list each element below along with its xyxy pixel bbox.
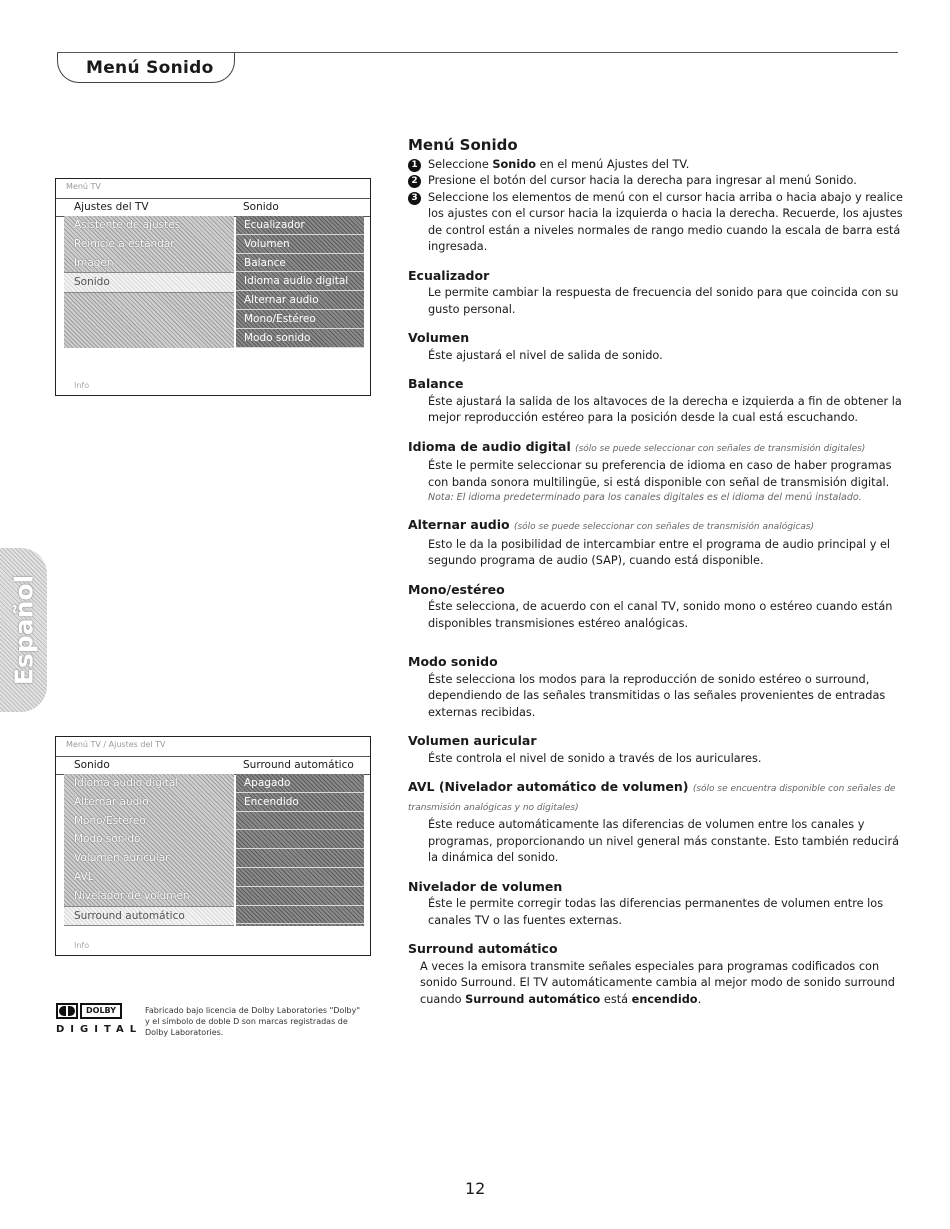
section-volumen-auricular [408,733,903,767]
step-text: Presione el botón del cursor hacia la derecha para ingresar al menú Sonido. [428,174,857,187]
page-title: Menú Sonido [86,58,214,78]
tv-menu-left-item: Asistente de ajustes [74,219,181,231]
section-text: Éste le permite seleccionar su preferencia de idioma en caso de haber programas con banda sonora multilingüe, si está disponible con señal de transmisión digital. [428,459,892,489]
section-title: Ecualizador [408,267,490,283]
surround-bold-1: Surround automático [465,992,601,1006]
section-surround-automatico [408,941,903,1008]
dolby-logo-word: DOLBY [80,1003,122,1019]
surround-bold-2: encendido [631,992,698,1006]
page-number: 12 [465,1179,486,1198]
section-modo-sonido [408,654,903,721]
section-text: Esto le da la posibilidad de intercambiar entre el programa de audio principal y el segundo programa de audio (SAP), cuando está disponible. [428,537,891,567]
section-title-text: Idioma de audio digital [408,438,571,454]
tv-menu-right-list [236,774,364,926]
tv-menu-right-item: Apagado [236,774,364,793]
section-text: Éste selecciona, de acuerdo con el canal TV, sonido mono o estéreo cuando están disponibles transmisiones estéreo analógicas. [428,600,893,630]
dolby-digital-logo [56,1003,143,1035]
tv-menu-right-item: Balance [236,254,364,273]
section-text: Éste reduce automáticamente las diferencias de volumen entre los canales y programas, proporcionando un nivel general más constante. Esto también reducirá la dinámica del sonido. [428,818,900,864]
tv-menu-header-right: Surround automático [243,759,354,771]
tv-menu-left-item: AVL [74,870,94,883]
step-text-post: en el menú Ajustes del TV. [536,157,690,171]
section-ecualizador [408,268,903,319]
tv-menu-right-item: Volumen [236,235,364,254]
tv-menu-right-item [236,887,364,906]
step-2 [408,173,903,190]
surround-text-mid: está [600,992,632,1006]
section-nivelador-volumen [408,879,903,930]
tv-menu-right-item: Alternar audio [236,291,364,310]
section-alternar-audio [408,517,903,570]
tv-menu-header-left: Sonido [74,759,110,771]
double-d-icon [56,1003,78,1019]
tv-menu-left-item: Mono/Estéreo [74,814,146,827]
tv-menu-left-item: Imagen [74,256,114,269]
tv-menu-left-item: Reinicie a estándar [74,237,175,250]
tv-menu-header-right: Sonido [243,201,279,213]
section-title: Surround automático [408,941,558,956]
section-title: Modo sonido [408,654,498,669]
tv-menu-right-item: Modo sonido [236,329,364,348]
tv-menu-right-item [236,830,364,849]
section-text: Éste ajustará la salida de los altavoces de la derecha e izquierda a fin de obtener la mejor reproducción estéreo para la posición desde la cual está escuchando. [428,394,902,424]
tv-menu-info: Info [74,941,90,950]
step-number-badge: 2 [408,175,421,188]
dolby-logo-digital: DIGITAL [56,1024,143,1035]
tv-menu-breadcrumb: Menú TV [66,182,101,191]
tv-menu-left-item-selected: Surround automático [64,906,234,927]
tv-menu-right-item: Mono/Estéreo [236,310,364,329]
section-text: Éste le permite corregir todas las diferencias permanentes de volumen entre los canales TV o las fuentes externas. [428,897,884,927]
section-title-text: Alternar audio [408,517,510,532]
tv-menu-header-left: Ajustes del TV [74,201,149,213]
step-1 [408,157,903,174]
tv-menu-screenshot-1 [55,178,371,396]
language-side-tab-label: Español [9,574,39,686]
surround-text-pre: A veces la emisora transmite señales especiales para programas codificados con sonido Surround. El TV automáticamente cambia al mejor modo de sonido surround cuando [420,959,895,1006]
tv-menu-header [56,198,370,217]
tv-menu-left-item-selected: Sonido [64,272,234,293]
tv-menu-breadcrumb: Menú TV / Ajustes del TV [66,740,166,749]
section-title [408,439,903,458]
header-rule [168,52,898,53]
section-title: Mono/estéreo [408,581,505,597]
section-avl [408,779,903,867]
section-text: Éste selecciona los modos para la reproducción de sonido estéreo o surround, dependiendo de las señales transmitidas o las señales provenientes de entradas externas recibidas. [428,672,886,719]
tv-menu-info: Info [74,381,90,390]
section-text [420,959,903,1009]
tv-menu-left-item: Idioma audio digital [74,777,179,789]
step-number-badge: 1 [408,159,421,172]
tv-menu-left-item: Volumen auricular [74,852,170,865]
step-3 [408,190,903,256]
step-bold-text: Sonido [492,157,537,171]
section-title-note: (sólo se puede seleccionar con señales de transmisión analógicas) [513,522,815,532]
tv-menu-left-item: Modo sonido [74,833,141,846]
section-balance [408,376,903,427]
tv-menu-left-item: Nivelador de volumen [74,889,190,902]
step-text: Seleccione los elementos de menú con el cursor hacia arriba o hacia abajo y realice los ajustes con el cursor hacia la izquierda o hacia la derecha. Recuerde, los ajustes de control están a niveles normales de rango medio cuando la escala de barra está ingresada. [428,190,903,253]
section-title: Volumen [408,330,470,345]
content-column [408,137,903,1008]
section-heading: Menú Sonido [408,136,518,154]
tv-menu-right-list [236,216,364,348]
section-title-note: (sólo se encuentra disponible con señales de transmisión analógicas y no digitales) [408,784,896,813]
tv-menu-right-item: Ecualizador [236,216,364,235]
section-title: Balance [408,376,464,391]
section-title: Nivelador de volumen [408,878,563,894]
tv-menu-right-item [236,906,364,925]
section-volumen [408,330,903,364]
section-title [408,779,903,816]
section-text: Le permite cambiar la respuesta de frecuencia del sonido para que coincida con su gusto personal. [428,286,899,316]
section-title: Volumen auricular [408,733,537,748]
section-text: Éste ajustará el nivel de salida de sonido. [428,348,663,362]
section-title-text: AVL (Nivelador automático de volumen) [408,779,689,794]
section-mono-estereo [408,582,903,633]
tv-menu-left-list [64,774,234,926]
tv-menu-right-item [236,868,364,887]
tv-menu-header [56,756,370,775]
tv-menu-left-item: Alternar audio [74,795,149,808]
step-text: Seleccione [428,157,493,171]
tv-menu-right-item [236,849,364,868]
tv-menu-right-item: Idioma audio digital [236,272,364,291]
tv-menu-screenshot-2 [55,736,371,956]
section-note: Nota: El idioma predeterminado para los canales digitales es el idioma del menú instalado. [428,492,862,503]
surround-text-post: . [697,992,702,1006]
tv-menu-right-item [236,812,364,831]
section-title [408,517,903,536]
section-text: Éste controla el nivel de sonido a través de los auriculares. [428,751,762,765]
section-idioma-audio-digital [408,439,903,506]
dolby-license-text: Fabricado bajo licencia de Dolby Laboratories "Dolby" y el símbolo de doble D son marcas registradas de Dolby Laboratories. [145,1006,361,1037]
tv-menu-left-list [64,216,234,348]
section-title-note: (sólo se puede seleccionar con señales de transmisión digitales) [575,443,866,454]
tv-menu-right-item: Encendido [236,793,364,812]
step-number-badge: 3 [408,192,421,205]
